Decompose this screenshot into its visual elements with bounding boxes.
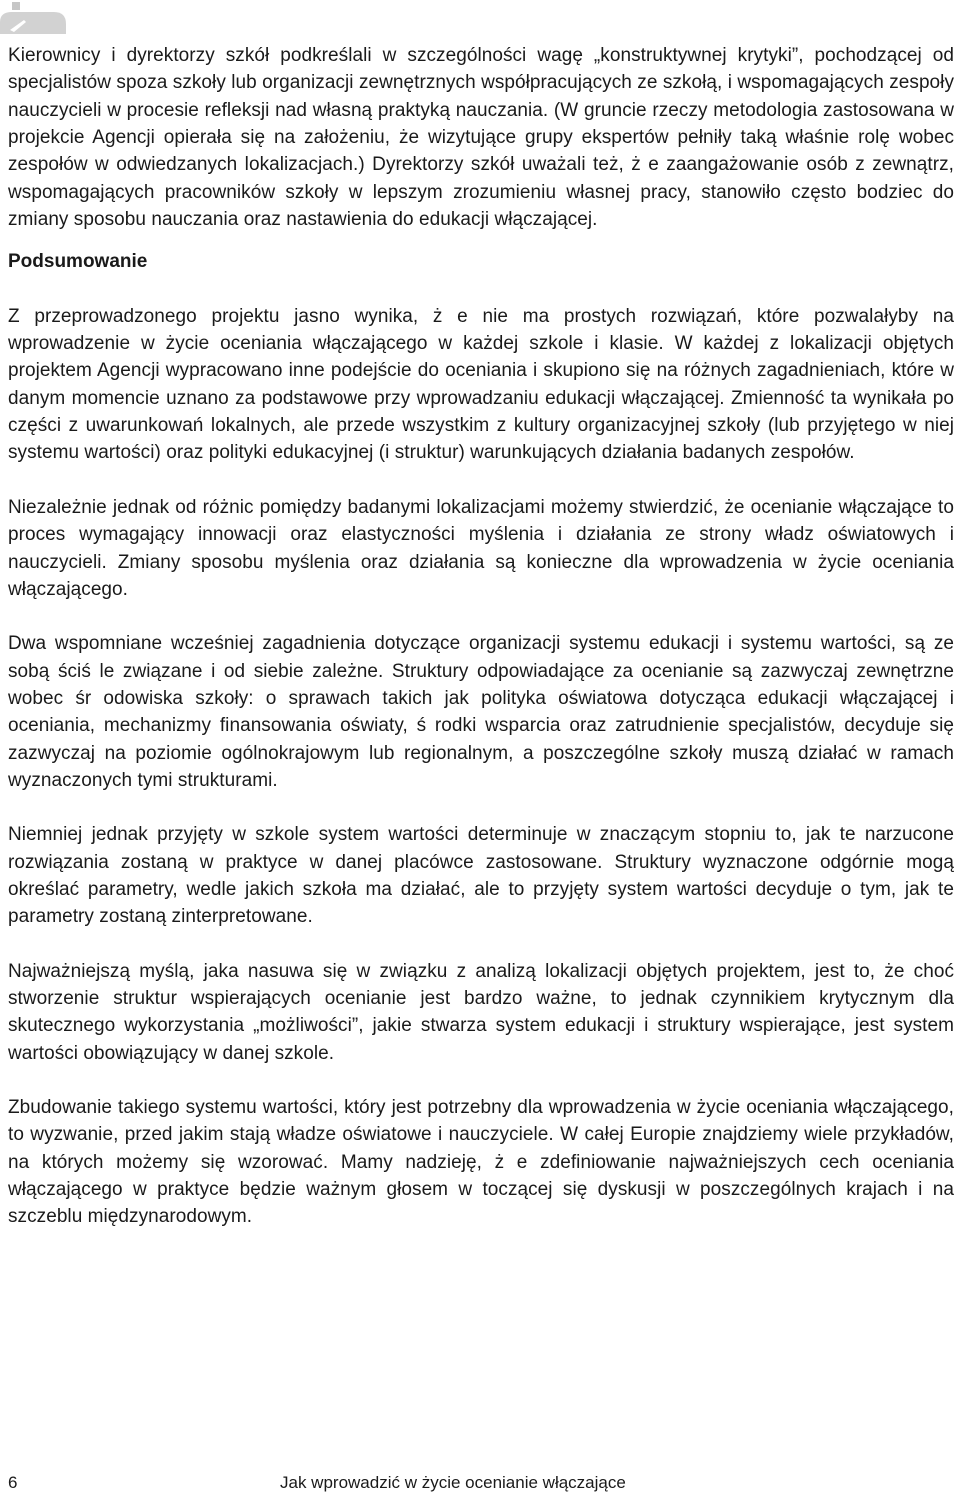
paragraph-4: Dwa wspomniane wcześniej zagadnienia dotyczące organizacji systemu edukacji i systemu wartości, są ze sobą ściś le związane i od siebie zależne. Struktury odpowiadające za ocenianie są zazwyczaj zewnętrzne wobec śr odowiska szkoły: o sprawach takich jak polityka oświatowa dotycząca edukacji włączającej i oceniania, mechanizmy finansowania oświaty, ś rodki wsparcia oraz zatrudnienie specjalistów, decyduje się zazwyczaj na poziomie ogólnokrajowym lub regionalnym, a poszczególne szkoły muszą działać w ramach wyznaczonych tymi strukturami. (8, 633, 954, 791)
running-title: Jak wprowadzić w życie ocenianie włączające (280, 1473, 626, 1492)
paragraph-3: Niezależnie jednak od różnic pomiędzy badanymi lokalizacjami możemy stwierdzić, że ocenianie włączające to proces wymagający innowacji oraz elastyczności myślenia i działania ze strony władz oświatowych i nauczycieli. Zmiany sposobu myślenia oraz działania są konieczne dla wprowadzenia w życie oceniania włączającego. (8, 496, 954, 600)
document-body (8, 42, 954, 1231)
page-number: 6 (8, 1473, 18, 1492)
paragraph-7: Zbudowanie takiego systemu wartości, który jest potrzebny dla wprowadzenia w życie oceniania włączającego, to wyzwanie, przed jakim stają władze oświatowe i nauczyciele. W całej Europie znajdziemy wiele przykładów, na których możemy się wzorować. Mamy nadzieję, ż e zdefiniowanie najważniejszych cech oceniania włączającego w praktyce będzie ważnym głosem w toczącej się dyskusji w poszczególnych krajach i na szczeblu międzynarodowym. (8, 1097, 954, 1228)
paragraph-5: Niemniej jednak przyjęty w szkole system wartości determinuje w znaczącym stopniu to, jak te narzucone rozwiązania zostaną w praktyce w danej placówce zastosowane. Struktury wyznaczone odgórnie mogą określać parametry, wedle jakich szkoła ma działać, ale to przyjęty system wartości decyduje o tym, jak te parametry zostaną zinterpretowane. (8, 824, 954, 928)
paragraph-2: Z przeprowadzonego projektu jasno wynika, ż e nie ma prostych rozwiązań, które pozwalałyby na wprowadzenie w życie oceniania włączającego w każdej szkole i klasie. W każdej z lokalizacji objętych projektem Agencji wypracowano inne podejście do oceniania i skupiono się na różnych zagadnieniach, które w danym momencie uznano za podstawowe przy wprowadzaniu edukacji włączającej. Zmienność ta wynikała po części z uwarunkowań lokalnych, ale przede wszystkim z kultury organizacyjnej szkoły (lub przyjętego w niej systemu wartości) oraz polityki edukacyjnej (i struktur) warunkujących działania badanych zespołów. (8, 305, 954, 464)
paragraph-1: Kierownicy i dyrektorzy szkół podkreślali w szczególności wagę „konstruktywnej krytyki”, pochodzącej od specjalistów spoza szkoły lub organizacji zewnętrznych współpracujących ze szkołą, i wspomagających zespoły nauczycieli w procesie refleksji nad własną praktyką nauczania. (W gruncie rzeczy metodologia zastosowana w projekcie Agencji opierała się na założeniu, że wizytujące grupy ekspertów pełniły taką właśnie rolę wobec zespołów w odwiedzanych lokalizacjach.) Dyrektorzy szkół uważali też, ż e zaangażowanie osób z zewnątrz, wspomagających pracowników szkoły w lepszym zrozumieniu własnej pracy, stanowiło często bodziec do zmiany sposobu nauczania oraz nastawienia do edukacji włączającej. (8, 45, 954, 231)
corner-logo-icon (0, 0, 70, 34)
section-heading: Podsumowanie (8, 251, 148, 273)
paragraph-6: Najważniejszą myślą, jaka nasuwa się w związku z analizą lokalizacji objętych projektem, jest to, że choć stworzenie struktur wspierających ocenianie jest bardzo ważne, to jednak czynnikiem krytycznym dla skutecznego wykorzystania „możliwości”, jakie stwarza system edukacji i struktury wspierające, jest system wartości obowiązujący w danej szkole. (8, 960, 954, 1064)
